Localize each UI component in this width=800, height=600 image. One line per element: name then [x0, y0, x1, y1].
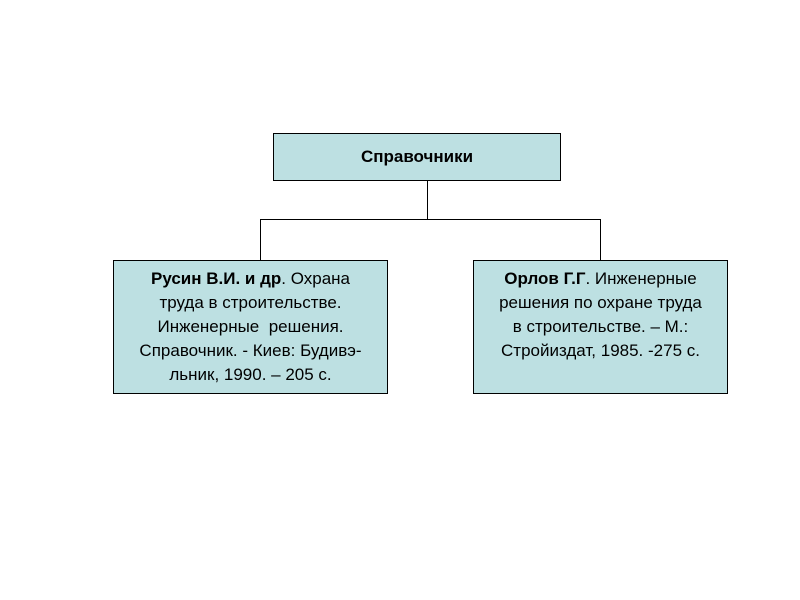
child-node-text: . Инженерные: [585, 269, 697, 288]
child-node-line: в строительстве. – М.:: [512, 317, 689, 336]
child-node-orlov: [473, 260, 728, 394]
connector-right-down: [600, 219, 601, 260]
child-node-author: Русин В.И. и др: [150, 269, 282, 288]
child-node-rusin: [113, 260, 388, 394]
child-node-line: [478, 267, 723, 291]
connector-left-down: [260, 219, 261, 260]
child-node-line: Инженерные решения.: [157, 317, 344, 336]
child-node-line: льник, 1990. – 205 с.: [169, 365, 332, 384]
child-node-text: . Охрана: [281, 269, 350, 288]
root-node: [273, 133, 561, 181]
connector-root-down: [427, 181, 428, 220]
child-node-line: решения по охране труда: [499, 293, 702, 312]
root-node-label: Справочники: [360, 147, 474, 166]
child-node-author: Орлов Г.Г: [504, 269, 586, 288]
child-node-line: труда в строительстве.: [159, 293, 342, 312]
child-node-line: Стройиздат, 1985. -275 с.: [501, 341, 700, 360]
child-node-line: [118, 267, 383, 291]
connector-horizontal: [260, 219, 601, 220]
child-node-line: Справочник. - Киев: Будивэ-: [139, 341, 362, 360]
